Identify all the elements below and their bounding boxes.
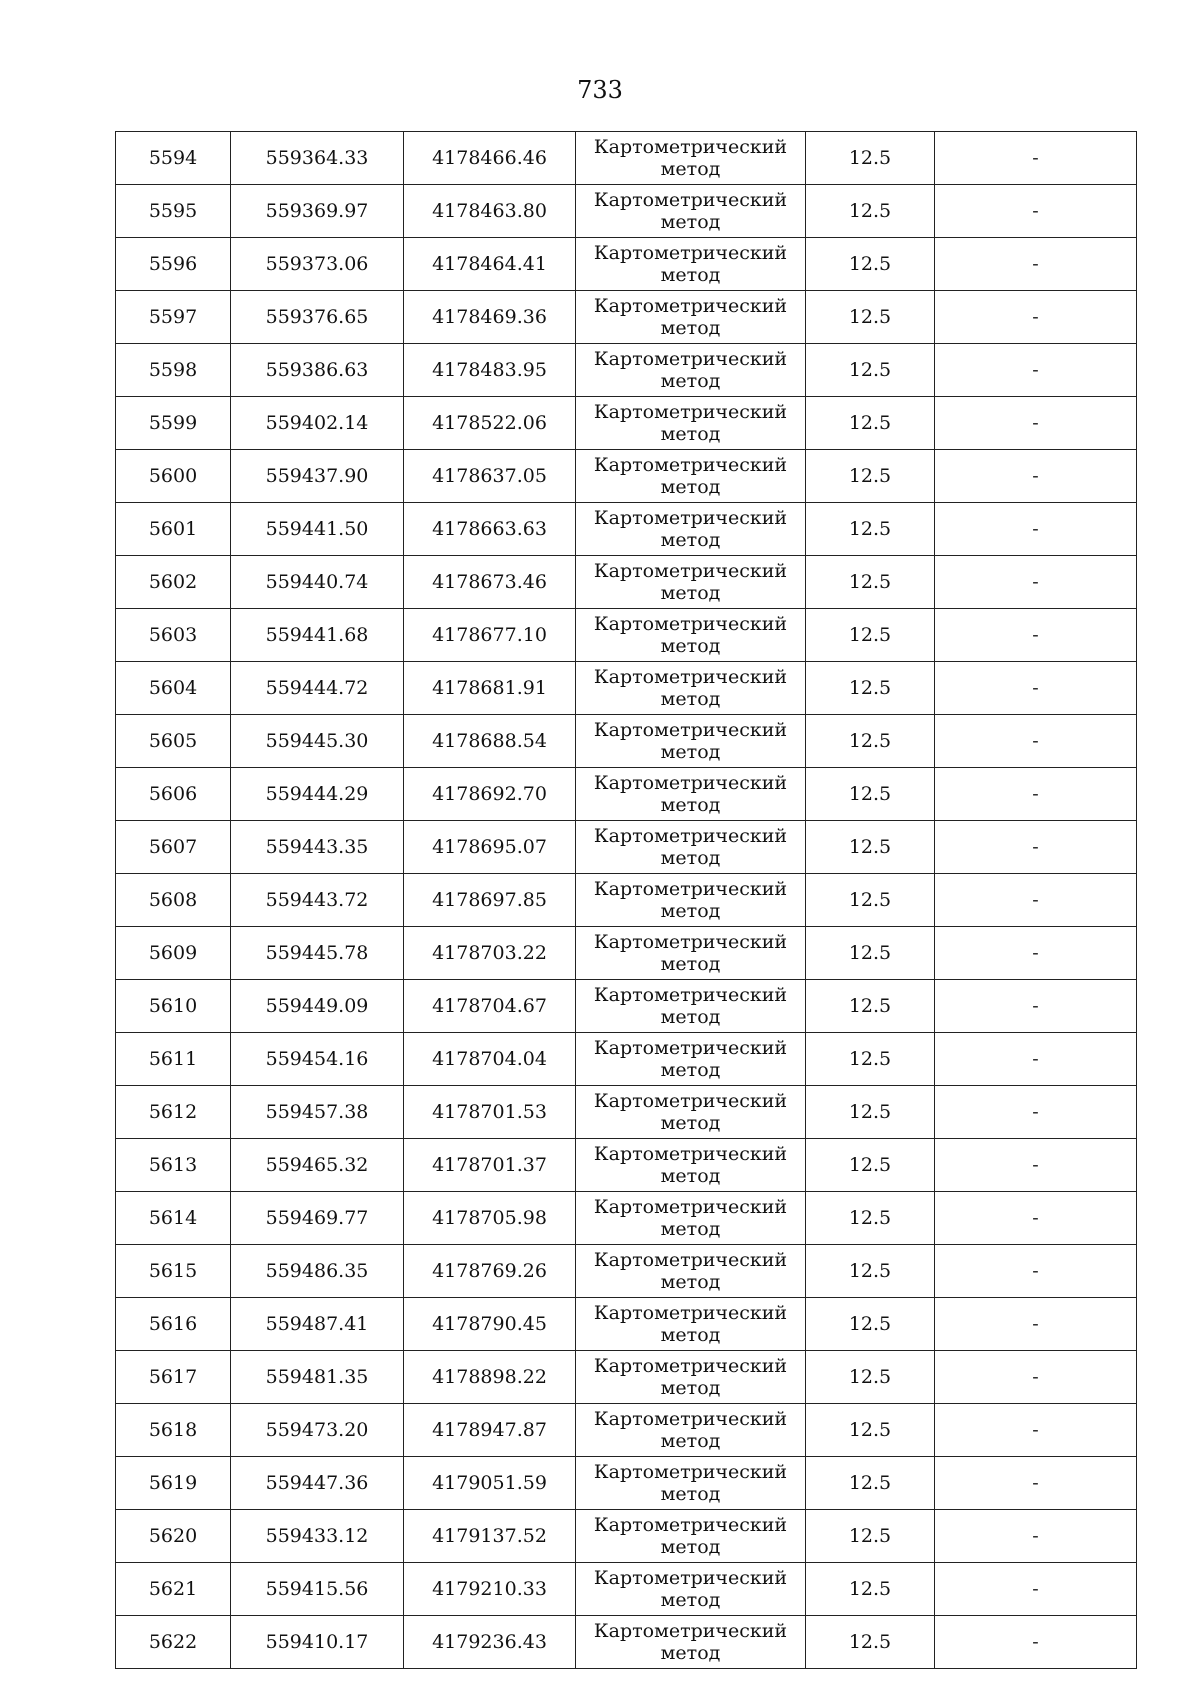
accuracy-cell: 12.5 xyxy=(806,980,935,1033)
point-number-cell: 5622 xyxy=(116,1616,231,1669)
method-line-1: Картометрический xyxy=(593,1355,788,1377)
method-cell xyxy=(576,185,806,238)
x-coordinate-cell: 559373.06 xyxy=(231,238,404,291)
x-coordinate-cell: 559444.72 xyxy=(231,662,404,715)
x-coordinate-cell: 559481.35 xyxy=(231,1351,404,1404)
table-row xyxy=(116,768,1137,821)
note-cell: - xyxy=(935,450,1137,503)
method-line-1: Картометрический xyxy=(593,984,788,1006)
y-coordinate-cell: 4178522.06 xyxy=(404,397,576,450)
note-cell: - xyxy=(935,1404,1137,1457)
y-coordinate-cell: 4178769.26 xyxy=(404,1245,576,1298)
method-line-2: метод xyxy=(660,1483,721,1505)
x-coordinate-cell: 559443.35 xyxy=(231,821,404,874)
method-line-2: метод xyxy=(660,688,721,710)
point-number-cell: 5608 xyxy=(116,874,231,927)
method-line-2: метод xyxy=(660,1006,721,1028)
point-number-cell: 5613 xyxy=(116,1139,231,1192)
method-line-2: метод xyxy=(660,1642,721,1664)
method-line-1: Картометрический xyxy=(593,931,788,953)
method-cell xyxy=(576,291,806,344)
method-cell xyxy=(576,980,806,1033)
y-coordinate-cell: 4178663.63 xyxy=(404,503,576,556)
method-line-2: метод xyxy=(660,1536,721,1558)
note-cell: - xyxy=(935,503,1137,556)
method-line-1: Картометрический xyxy=(593,772,788,794)
method-line-2: метод xyxy=(660,1589,721,1611)
accuracy-cell: 12.5 xyxy=(806,450,935,503)
x-coordinate-cell: 559486.35 xyxy=(231,1245,404,1298)
note-cell: - xyxy=(935,1298,1137,1351)
accuracy-cell: 12.5 xyxy=(806,715,935,768)
x-coordinate-cell: 559454.16 xyxy=(231,1033,404,1086)
y-coordinate-cell: 4178673.46 xyxy=(404,556,576,609)
y-coordinate-cell: 4178464.41 xyxy=(404,238,576,291)
x-coordinate-cell: 559410.17 xyxy=(231,1616,404,1669)
accuracy-cell: 12.5 xyxy=(806,1086,935,1139)
x-coordinate-cell: 559402.14 xyxy=(231,397,404,450)
x-coordinate-cell: 559449.09 xyxy=(231,980,404,1033)
point-number-cell: 5607 xyxy=(116,821,231,874)
method-cell xyxy=(576,503,806,556)
method-cell xyxy=(576,1351,806,1404)
accuracy-cell: 12.5 xyxy=(806,821,935,874)
y-coordinate-cell: 4178681.91 xyxy=(404,662,576,715)
coordinates-table xyxy=(115,131,1137,1669)
method-cell xyxy=(576,874,806,927)
table-row xyxy=(116,927,1137,980)
x-coordinate-cell: 559473.20 xyxy=(231,1404,404,1457)
note-cell: - xyxy=(935,1563,1137,1616)
method-cell xyxy=(576,1563,806,1616)
method-cell xyxy=(576,715,806,768)
y-coordinate-cell: 4178692.70 xyxy=(404,768,576,821)
accuracy-cell: 12.5 xyxy=(806,1404,935,1457)
method-line-2: метод xyxy=(660,794,721,816)
table-row xyxy=(116,556,1137,609)
y-coordinate-cell: 4179210.33 xyxy=(404,1563,576,1616)
accuracy-cell: 12.5 xyxy=(806,1457,935,1510)
point-number-cell: 5616 xyxy=(116,1298,231,1351)
note-cell: - xyxy=(935,980,1137,1033)
accuracy-cell: 12.5 xyxy=(806,874,935,927)
table-row xyxy=(116,132,1137,185)
note-cell: - xyxy=(935,1139,1137,1192)
y-coordinate-cell: 4178790.45 xyxy=(404,1298,576,1351)
method-line-2: метод xyxy=(660,1112,721,1134)
note-cell: - xyxy=(935,927,1137,980)
method-line-1: Картометрический xyxy=(593,1461,788,1483)
point-number-cell: 5594 xyxy=(116,132,231,185)
method-line-1: Картометрический xyxy=(593,1514,788,1536)
accuracy-cell: 12.5 xyxy=(806,185,935,238)
x-coordinate-cell: 559447.36 xyxy=(231,1457,404,1510)
method-line-2: метод xyxy=(660,317,721,339)
point-number-cell: 5618 xyxy=(116,1404,231,1457)
point-number-cell: 5595 xyxy=(116,185,231,238)
table-row xyxy=(116,238,1137,291)
y-coordinate-cell: 4178688.54 xyxy=(404,715,576,768)
method-line-2: метод xyxy=(660,1271,721,1293)
table-row xyxy=(116,1563,1137,1616)
point-number-cell: 5601 xyxy=(116,503,231,556)
method-line-1: Картометрический xyxy=(593,1567,788,1589)
note-cell: - xyxy=(935,609,1137,662)
accuracy-cell: 12.5 xyxy=(806,1563,935,1616)
method-line-1: Картометрический xyxy=(593,560,788,582)
point-number-cell: 5598 xyxy=(116,344,231,397)
accuracy-cell: 12.5 xyxy=(806,662,935,715)
point-number-cell: 5619 xyxy=(116,1457,231,1510)
accuracy-cell: 12.5 xyxy=(806,291,935,344)
method-line-2: метод xyxy=(660,900,721,922)
table-row xyxy=(116,980,1137,1033)
method-line-2: метод xyxy=(660,211,721,233)
note-cell: - xyxy=(935,397,1137,450)
y-coordinate-cell: 4178695.07 xyxy=(404,821,576,874)
x-coordinate-cell: 559369.97 xyxy=(231,185,404,238)
method-line-2: метод xyxy=(660,1218,721,1240)
x-coordinate-cell: 559445.30 xyxy=(231,715,404,768)
method-cell xyxy=(576,1616,806,1669)
table-row xyxy=(116,821,1137,874)
method-line-1: Картометрический xyxy=(593,454,788,476)
note-cell: - xyxy=(935,768,1137,821)
y-coordinate-cell: 4178677.10 xyxy=(404,609,576,662)
x-coordinate-cell: 559364.33 xyxy=(231,132,404,185)
accuracy-cell: 12.5 xyxy=(806,1033,935,1086)
note-cell: - xyxy=(935,1457,1137,1510)
y-coordinate-cell: 4178469.36 xyxy=(404,291,576,344)
method-line-1: Картометрический xyxy=(593,1302,788,1324)
point-number-cell: 5602 xyxy=(116,556,231,609)
note-cell: - xyxy=(935,1086,1137,1139)
table-row xyxy=(116,609,1137,662)
y-coordinate-cell: 4179137.52 xyxy=(404,1510,576,1563)
x-coordinate-cell: 559437.90 xyxy=(231,450,404,503)
table-row xyxy=(116,397,1137,450)
method-line-2: метод xyxy=(660,264,721,286)
note-cell: - xyxy=(935,1616,1137,1669)
accuracy-cell: 12.5 xyxy=(806,1192,935,1245)
note-cell: - xyxy=(935,1033,1137,1086)
x-coordinate-cell: 559441.50 xyxy=(231,503,404,556)
method-line-1: Картометрический xyxy=(593,719,788,741)
y-coordinate-cell: 4178701.37 xyxy=(404,1139,576,1192)
method-line-2: метод xyxy=(660,529,721,551)
y-coordinate-cell: 4178701.53 xyxy=(404,1086,576,1139)
method-cell xyxy=(576,768,806,821)
table-row xyxy=(116,1351,1137,1404)
method-line-2: метод xyxy=(660,423,721,445)
x-coordinate-cell: 559444.29 xyxy=(231,768,404,821)
accuracy-cell: 12.5 xyxy=(806,397,935,450)
method-cell xyxy=(576,1139,806,1192)
x-coordinate-cell: 559441.68 xyxy=(231,609,404,662)
point-number-cell: 5603 xyxy=(116,609,231,662)
point-number-cell: 5609 xyxy=(116,927,231,980)
method-line-1: Картометрический xyxy=(593,348,788,370)
note-cell: - xyxy=(935,1245,1137,1298)
method-line-2: метод xyxy=(660,1324,721,1346)
method-line-1: Картометрический xyxy=(593,189,788,211)
method-cell xyxy=(576,344,806,397)
table-row xyxy=(116,1404,1137,1457)
note-cell: - xyxy=(935,291,1137,344)
accuracy-cell: 12.5 xyxy=(806,1245,935,1298)
accuracy-cell: 12.5 xyxy=(806,927,935,980)
method-cell xyxy=(576,1086,806,1139)
method-cell xyxy=(576,556,806,609)
point-number-cell: 5614 xyxy=(116,1192,231,1245)
table-row xyxy=(116,1298,1137,1351)
accuracy-cell: 12.5 xyxy=(806,238,935,291)
table-row xyxy=(116,1139,1137,1192)
method-cell xyxy=(576,662,806,715)
page-number: 733 xyxy=(577,76,623,104)
method-line-1: Картометрический xyxy=(593,1249,788,1271)
x-coordinate-cell: 559457.38 xyxy=(231,1086,404,1139)
point-number-cell: 5615 xyxy=(116,1245,231,1298)
note-cell: - xyxy=(935,874,1137,927)
method-line-2: метод xyxy=(660,582,721,604)
y-coordinate-cell: 4178703.22 xyxy=(404,927,576,980)
method-line-2: метод xyxy=(660,635,721,657)
method-line-1: Картометрический xyxy=(593,878,788,900)
note-cell: - xyxy=(935,344,1137,397)
point-number-cell: 5612 xyxy=(116,1086,231,1139)
method-line-2: метод xyxy=(660,1059,721,1081)
note-cell: - xyxy=(935,1192,1137,1245)
method-line-2: метод xyxy=(660,741,721,763)
note-cell: - xyxy=(935,556,1137,609)
table-row xyxy=(116,291,1137,344)
table-row xyxy=(116,1457,1137,1510)
point-number-cell: 5617 xyxy=(116,1351,231,1404)
method-line-1: Картометрический xyxy=(593,613,788,635)
method-line-2: метод xyxy=(660,1377,721,1399)
method-line-2: метод xyxy=(660,370,721,392)
y-coordinate-cell: 4178704.67 xyxy=(404,980,576,1033)
y-coordinate-cell: 4178637.05 xyxy=(404,450,576,503)
x-coordinate-cell: 559487.41 xyxy=(231,1298,404,1351)
note-cell: - xyxy=(935,185,1137,238)
x-coordinate-cell: 559440.74 xyxy=(231,556,404,609)
accuracy-cell: 12.5 xyxy=(806,503,935,556)
y-coordinate-cell: 4178483.95 xyxy=(404,344,576,397)
table-row xyxy=(116,185,1137,238)
point-number-cell: 5611 xyxy=(116,1033,231,1086)
method-line-1: Картометрический xyxy=(593,1620,788,1642)
method-line-1: Картометрический xyxy=(593,401,788,423)
table-row xyxy=(116,503,1137,556)
method-cell xyxy=(576,927,806,980)
table-row xyxy=(116,1616,1137,1669)
x-coordinate-cell: 559386.63 xyxy=(231,344,404,397)
x-coordinate-cell: 559376.65 xyxy=(231,291,404,344)
x-coordinate-cell: 559445.78 xyxy=(231,927,404,980)
y-coordinate-cell: 4178697.85 xyxy=(404,874,576,927)
method-line-2: метод xyxy=(660,1430,721,1452)
accuracy-cell: 12.5 xyxy=(806,344,935,397)
y-coordinate-cell: 4178704.04 xyxy=(404,1033,576,1086)
method-line-1: Картометрический xyxy=(593,1196,788,1218)
accuracy-cell: 12.5 xyxy=(806,1351,935,1404)
accuracy-cell: 12.5 xyxy=(806,1510,935,1563)
y-coordinate-cell: 4178898.22 xyxy=(404,1351,576,1404)
point-number-cell: 5597 xyxy=(116,291,231,344)
method-line-1: Картометрический xyxy=(593,507,788,529)
method-cell xyxy=(576,397,806,450)
x-coordinate-cell: 559465.32 xyxy=(231,1139,404,1192)
accuracy-cell: 12.5 xyxy=(806,768,935,821)
method-cell xyxy=(576,1457,806,1510)
table-row xyxy=(116,450,1137,503)
accuracy-cell: 12.5 xyxy=(806,609,935,662)
table-row xyxy=(116,1245,1137,1298)
x-coordinate-cell: 559415.56 xyxy=(231,1563,404,1616)
point-number-cell: 5596 xyxy=(116,238,231,291)
method-cell xyxy=(576,609,806,662)
table-row xyxy=(116,715,1137,768)
method-cell xyxy=(576,821,806,874)
method-line-2: метод xyxy=(660,953,721,975)
point-number-cell: 5605 xyxy=(116,715,231,768)
point-number-cell: 5621 xyxy=(116,1563,231,1616)
y-coordinate-cell: 4178463.80 xyxy=(404,185,576,238)
method-cell xyxy=(576,1298,806,1351)
point-number-cell: 5620 xyxy=(116,1510,231,1563)
accuracy-cell: 12.5 xyxy=(806,556,935,609)
method-cell xyxy=(576,132,806,185)
method-cell xyxy=(576,1245,806,1298)
x-coordinate-cell: 559443.72 xyxy=(231,874,404,927)
note-cell: - xyxy=(935,821,1137,874)
point-number-cell: 5599 xyxy=(116,397,231,450)
accuracy-cell: 12.5 xyxy=(806,132,935,185)
method-cell xyxy=(576,450,806,503)
point-number-cell: 5604 xyxy=(116,662,231,715)
table-row xyxy=(116,1510,1137,1563)
y-coordinate-cell: 4178947.87 xyxy=(404,1404,576,1457)
method-line-2: метод xyxy=(660,476,721,498)
table-row xyxy=(116,874,1137,927)
note-cell: - xyxy=(935,132,1137,185)
y-coordinate-cell: 4178705.98 xyxy=(404,1192,576,1245)
method-cell xyxy=(576,1033,806,1086)
method-line-2: метод xyxy=(660,158,721,180)
y-coordinate-cell: 4178466.46 xyxy=(404,132,576,185)
note-cell: - xyxy=(935,1510,1137,1563)
method-cell xyxy=(576,238,806,291)
method-line-2: метод xyxy=(660,1165,721,1187)
y-coordinate-cell: 4179051.59 xyxy=(404,1457,576,1510)
point-number-cell: 5600 xyxy=(116,450,231,503)
note-cell: - xyxy=(935,1351,1137,1404)
method-cell xyxy=(576,1404,806,1457)
method-cell xyxy=(576,1192,806,1245)
accuracy-cell: 12.5 xyxy=(806,1298,935,1351)
point-number-cell: 5606 xyxy=(116,768,231,821)
table-row xyxy=(116,344,1137,397)
note-cell: - xyxy=(935,238,1137,291)
x-coordinate-cell: 559469.77 xyxy=(231,1192,404,1245)
table-row xyxy=(116,1033,1137,1086)
method-line-1: Картометрический xyxy=(593,1408,788,1430)
method-line-1: Картометрический xyxy=(593,1143,788,1165)
table-body xyxy=(116,132,1137,1669)
table-row xyxy=(116,662,1137,715)
accuracy-cell: 12.5 xyxy=(806,1139,935,1192)
note-cell: - xyxy=(935,715,1137,768)
method-line-1: Картометрический xyxy=(593,242,788,264)
table-row xyxy=(116,1192,1137,1245)
table-row xyxy=(116,1086,1137,1139)
method-line-1: Картометрический xyxy=(593,1090,788,1112)
method-cell xyxy=(576,1510,806,1563)
point-number-cell: 5610 xyxy=(116,980,231,1033)
method-line-2: метод xyxy=(660,847,721,869)
method-line-1: Картометрический xyxy=(593,295,788,317)
method-line-1: Картометрический xyxy=(593,136,788,158)
y-coordinate-cell: 4179236.43 xyxy=(404,1616,576,1669)
note-cell: - xyxy=(935,662,1137,715)
method-line-1: Картометрический xyxy=(593,1037,788,1059)
x-coordinate-cell: 559433.12 xyxy=(231,1510,404,1563)
accuracy-cell: 12.5 xyxy=(806,1616,935,1669)
method-line-1: Картометрический xyxy=(593,666,788,688)
method-line-1: Картометрический xyxy=(593,825,788,847)
